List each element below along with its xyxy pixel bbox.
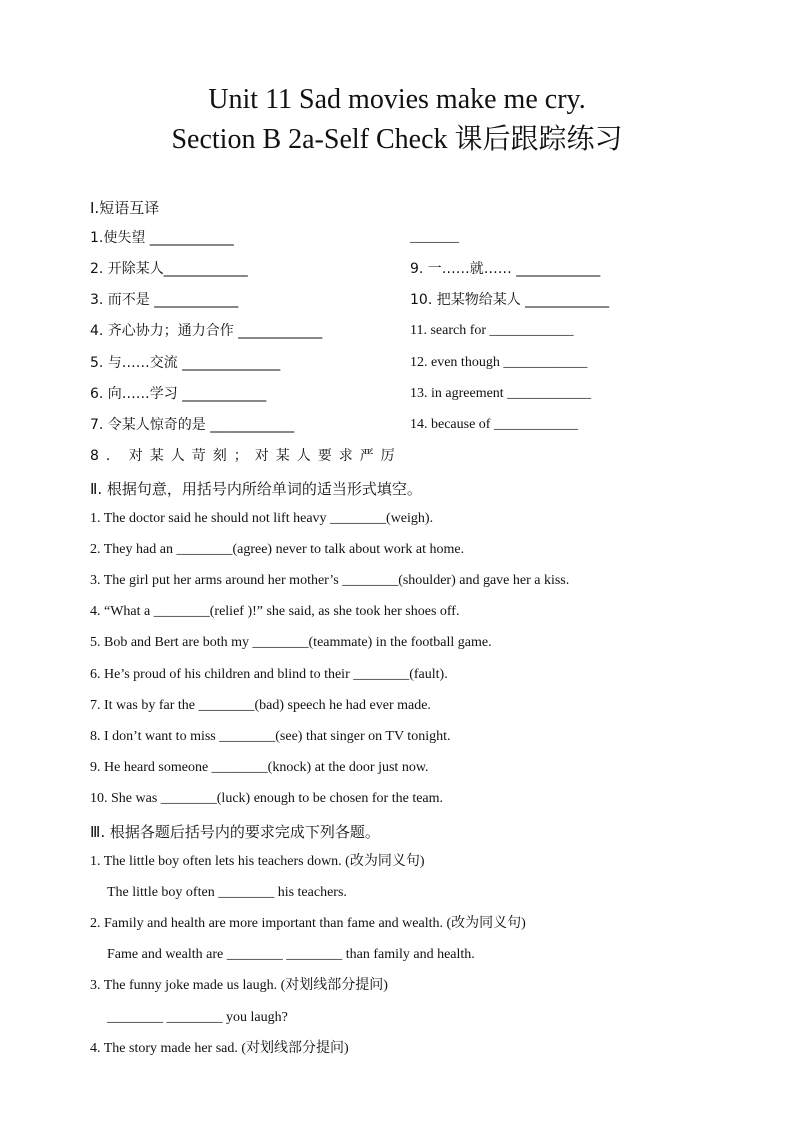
phrase-item: 3. 而不是 ____________ xyxy=(90,292,239,308)
page-title: Unit 11 Sad movies make me cry. xyxy=(208,84,586,115)
phrase-item: _______ xyxy=(410,230,459,245)
fill-blank-item: 7. It was by far the ________(bad) speech he had ever made. xyxy=(90,698,431,713)
phrase-item: 8. 对某人苛刻；对某人要求严厉 xyxy=(90,448,402,464)
phrase-item: 7. 令某人惊奇的是 ____________ xyxy=(90,417,295,433)
fill-blank-item: 8. I don’t want to miss ________(see) that singer on TV tonight. xyxy=(90,729,451,744)
phrase-item: 10. 把某物给某人 ____________ xyxy=(410,292,610,308)
phrase-item: 9. 一……就…… ____________ xyxy=(410,261,601,277)
phrase-item: 11. search for ____________ xyxy=(410,323,574,338)
phrase-item: 5. 与……交流 ______________ xyxy=(90,355,281,371)
section-1-heading: Ⅰ.短语互译 xyxy=(90,199,160,217)
rewrite-answer: ________ ________ you laugh? xyxy=(107,1010,288,1025)
fill-blank-item: 4. “What a ________(relief )!” she said, as she took her shoes off. xyxy=(90,604,460,619)
section-2-heading: Ⅱ. 根据句意，用括号内所给单词的适当形式填空。 xyxy=(90,480,422,498)
section-3-heading: Ⅲ. 根据各题后括号内的要求完成下列各题。 xyxy=(90,823,380,841)
fill-blank-item: 2. They had an ________(agree) never to talk about work at home. xyxy=(90,542,465,557)
phrase-item: 4. 齐心协力；通力合作 ____________ xyxy=(90,323,323,339)
page-subtitle: Section B 2a-Self Check 课后跟踪练习 xyxy=(171,124,623,155)
phrase-item: 14. because of ____________ xyxy=(410,417,578,432)
fill-blank-item: 1. The doctor said he should not lift heavy ________(weigh). xyxy=(90,511,434,526)
fill-blank-item: 10. She was ________(luck) enough to be chosen for the team. xyxy=(90,791,444,806)
fill-blank-item: 9. He heard someone ________(knock) at the door just now. xyxy=(90,760,429,775)
phrase-item: 2. 开除某人____________ xyxy=(90,261,248,277)
rewrite-question: 4. The story made her sad. (对划线部分提问) xyxy=(90,1041,349,1056)
rewrite-question: 2. Family and health are more important than fame and wealth. (改为同义句) xyxy=(90,916,526,931)
rewrite-answer: The little boy often ________ his teachers. xyxy=(107,885,347,900)
fill-blank-item: 6. He’s proud of his children and blind to their ________(fault). xyxy=(90,667,448,682)
phrase-item: 13. in agreement ____________ xyxy=(410,386,592,401)
fill-blank-item: 3. The girl put her arms around her mother’s ________(shoulder) and gave her a kiss. xyxy=(90,573,570,588)
rewrite-answer: Fame and wealth are ________ ________ than family and health. xyxy=(107,947,475,962)
rewrite-question: 1. The little boy often lets his teachers down. (改为同义句) xyxy=(90,854,425,869)
fill-blank-item: 5. Bob and Bert are both my ________(teammate) in the football game. xyxy=(90,635,492,650)
phrase-item: 6. 向……学习 ____________ xyxy=(90,386,267,402)
rewrite-question: 3. The funny joke made us laugh. (对划线部分提问) xyxy=(90,978,388,993)
phrase-item: 12. even though ____________ xyxy=(410,355,588,370)
phrase-item: 1.使失望 ____________ xyxy=(90,230,234,246)
